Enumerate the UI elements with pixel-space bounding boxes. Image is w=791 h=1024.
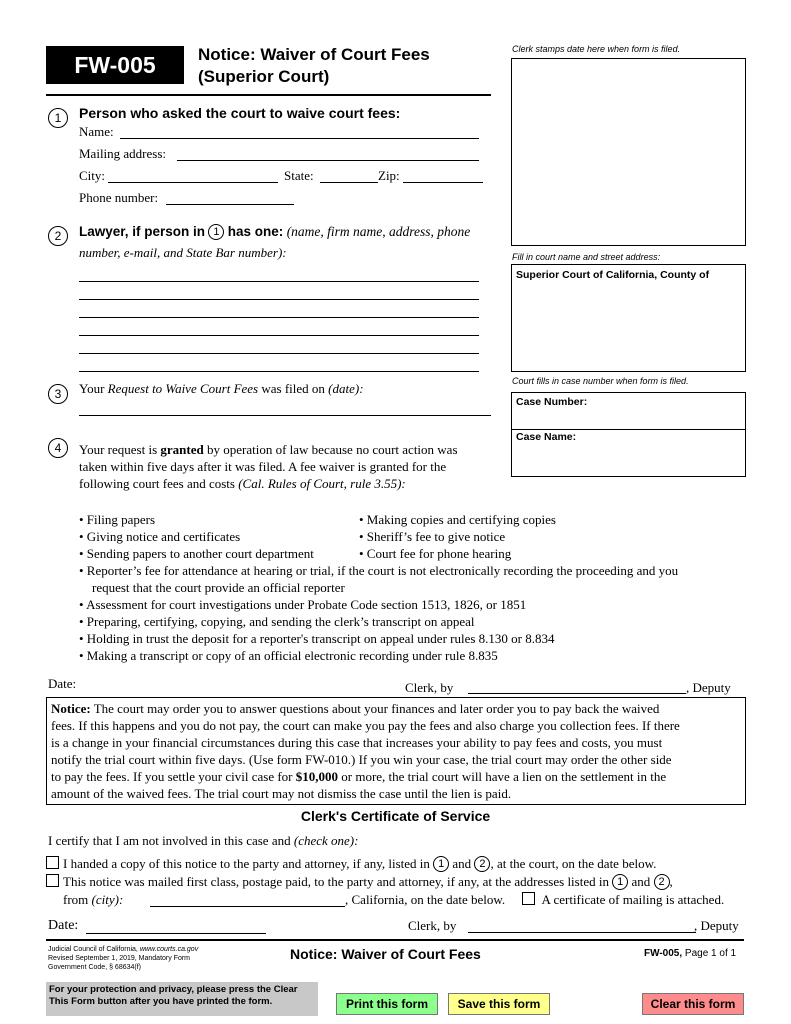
court-name-box[interactable] — [511, 264, 746, 372]
lawyer-line-5[interactable] — [79, 353, 479, 354]
section3-text — [79, 381, 364, 397]
handed-text-b: , at the court, on the date below. — [490, 856, 657, 871]
lawyer-line-3[interactable] — [79, 317, 479, 318]
and-text: and — [631, 874, 651, 889]
cert-clerk-signature-field[interactable] — [468, 932, 696, 933]
footer-org — [48, 945, 198, 972]
state-field[interactable] — [320, 182, 378, 183]
clerk-by-label: Clerk, by — [405, 680, 454, 695]
fee-item-reporter-cont: request that the court provide an official reporter — [92, 580, 345, 595]
certificate-option-mailed — [46, 874, 673, 890]
section3-text-italic: Request to Waive Court Fees — [107, 381, 259, 396]
item-ref-1: 1 — [208, 224, 224, 240]
name-field[interactable] — [120, 138, 479, 139]
section2-detail-b: number, e-mail, and State Bar number): — [79, 245, 287, 260]
footer-form-id: FW-005, — [644, 948, 683, 959]
footer-title: Notice: Waiver of Court Fees — [290, 946, 481, 962]
section4-line3 — [79, 476, 406, 492]
item-number-3: 3 — [48, 384, 68, 404]
notice-text: or more, the trial court will have a lien on the settlement in the — [341, 769, 667, 784]
form-id-badge: FW-005 — [46, 46, 184, 84]
section2-heading — [79, 224, 470, 240]
lawyer-line-6[interactable] — [79, 371, 479, 372]
mailed-text-b: , — [669, 874, 673, 889]
section4-line1 — [79, 442, 458, 458]
section1-heading: Person who asked the court to waive court fees: — [79, 105, 401, 121]
court-name-label: Fill in court name and street address: — [512, 252, 661, 262]
footer-page: Page 1 of 1 — [684, 948, 737, 959]
case-name-box[interactable] — [511, 428, 746, 477]
fee-item: • Preparing, certifying, copying, and sending the clerk’s transcript on appeal — [79, 614, 475, 629]
notice-line: fees. If this happens and you do not pay, the court can make you pay the fees and also charge you collection fees. If there — [51, 718, 680, 733]
fee-item: • Court fee for phone hearing — [359, 546, 512, 561]
clerk-stamp-box — [511, 58, 746, 246]
attached-text: A certificate of mailing is attached. — [541, 892, 725, 907]
attached-row — [522, 892, 724, 908]
case-number-label: Case Number: — [516, 396, 588, 408]
clear-form-button[interactable]: Clear this form — [642, 993, 744, 1015]
notice-text: to pay the fees. If you settle your civil case for — [51, 769, 293, 784]
section2-detail-a: (name, firm name, address, phone — [286, 224, 471, 239]
from-label: from — [63, 892, 89, 907]
notice-line — [51, 768, 680, 785]
certificate-option-handed — [46, 856, 656, 872]
item-ref-1: 1 — [612, 874, 628, 890]
section4-line3-italic: (Cal. Rules of Court, rule 3.55): — [238, 476, 406, 491]
lawyer-line-2[interactable] — [79, 299, 479, 300]
case-name-label: Case Name: — [516, 431, 577, 443]
filed-date-field[interactable] — [79, 415, 491, 416]
certificate-intro-italic: (check one): — [293, 833, 359, 848]
lawyer-line-1[interactable] — [79, 281, 479, 282]
form-title-line1: Notice: Waiver of Court Fees — [198, 45, 430, 64]
fee-item: • Sending papers to another court department — [79, 546, 314, 561]
zip-label: Zip: — [378, 168, 400, 183]
form-title — [198, 44, 430, 88]
notice-line — [51, 700, 680, 717]
certificate-intro-a: I certify that I am not involved in this case and — [48, 833, 291, 848]
item-number-1: 1 — [48, 108, 68, 128]
court-name-text: Superior Court of California, County of — [516, 269, 710, 281]
footer-org-line — [48, 945, 198, 954]
save-form-button[interactable]: Save this form — [448, 993, 550, 1015]
city-label: City: — [79, 168, 106, 183]
footer-rule — [46, 939, 744, 941]
mailed-checkbox[interactable] — [46, 874, 59, 887]
header-rule — [46, 94, 491, 96]
notice-box — [46, 697, 746, 805]
cert-date-field[interactable] — [86, 933, 266, 934]
item-number-2: 2 — [48, 226, 68, 246]
notice-label: Notice: — [51, 701, 91, 716]
section2-heading-a: Lawyer, if person in — [79, 224, 206, 239]
item-ref-1: 1 — [433, 856, 449, 872]
city-field[interactable] — [108, 182, 278, 183]
fee-item: • Giving notice and certificates — [79, 529, 241, 544]
cert-deputy-label: , Deputy — [694, 918, 739, 933]
clerk-stamp-label: Clerk stamps date here when form is filed. — [512, 44, 681, 54]
fee-item: • Holding in trust the deposit for a reporter's transcript on appeal under rules 8.130 or 8.834 — [79, 631, 555, 646]
case-number-box[interactable] — [511, 392, 746, 430]
fee-item: • Making a transcript or copy of an official electronic recording under rule 8.835 — [79, 648, 498, 663]
form-title-line2: (Superior Court) — [198, 67, 330, 86]
from-city-label: (city): — [91, 892, 124, 907]
print-form-button[interactable]: Print this form — [336, 993, 438, 1015]
from-city-row — [63, 892, 123, 908]
handed-text: I handed a copy of this notice to the party and attorney, if any, listed in — [63, 856, 430, 871]
name-label: Name: — [79, 124, 114, 139]
notice-amount: $10,000 — [295, 769, 338, 784]
state-label: State: — [284, 168, 314, 183]
mailed-text: This notice was mailed first class, postage paid, to the party and attorney, if any, at the addresses listed in — [63, 874, 609, 889]
zip-field[interactable] — [403, 182, 483, 183]
cert-clerk-by-label: Clerk, by — [408, 918, 457, 933]
privacy-note: For your protection and privacy, please press the Clear This Form button after you have printed the form. — [46, 982, 318, 1016]
footer-revised: Revised September 1, 2019, Mandatory Form — [48, 955, 191, 962]
phone-label: Phone number: — [79, 190, 159, 205]
fee-item: • Making copies and certifying copies — [359, 512, 556, 527]
section2-heading-b: has one: — [227, 224, 284, 239]
section4-line1-a: Your request is — [79, 442, 158, 457]
section4-line1-b: by operation of law because no court action was — [206, 442, 458, 457]
section4-line2: taken within five days after it was filed. A fee waiver is granted for the — [79, 459, 447, 474]
item-ref-2: 2 — [654, 874, 670, 890]
fee-item: • Sheriff’s fee to give notice — [359, 529, 506, 544]
section3-text-b: was filed on — [261, 381, 325, 396]
attached-checkbox[interactable] — [522, 892, 535, 905]
notice-line: amount of the waived fees. The trial court may not dismiss the case until the lien is paid. — [51, 786, 512, 801]
handed-checkbox[interactable] — [46, 856, 59, 869]
notice-line: notify the trial court within five days. (Use form FW-010.) If you win your case, the trial court may order the other side — [51, 752, 672, 767]
case-label: Court fills in case number when form is filed. — [512, 376, 689, 386]
footer-org-url: www.courts.ca.gov — [139, 946, 199, 953]
certificate-intro — [48, 833, 358, 849]
date-label: Date: — [48, 676, 77, 691]
footer-page-info — [644, 948, 736, 959]
and-text: and — [452, 856, 472, 871]
section4-line3-a: following court fees and costs — [79, 476, 235, 491]
clerk-signature-field[interactable] — [468, 693, 686, 694]
section4-line1-bold: granted — [160, 442, 204, 457]
mailing-address-label: Mailing address: — [79, 146, 167, 161]
phone-field[interactable] — [166, 204, 294, 205]
fee-item: • Assessment for court investigations under Probate Code section 1513, 1826, or 1851 — [79, 597, 527, 612]
notice-text: The court may order you to answer questions about your finances and later order you to pay back the waived — [93, 701, 660, 716]
lawyer-line-4[interactable] — [79, 335, 479, 336]
item-number-4: 4 — [48, 438, 68, 458]
footer-code: Government Code, § 68634(f) — [48, 964, 141, 971]
footer-org-name: Judicial Council of California, — [48, 946, 138, 953]
california-text: , California, on the date below. — [345, 892, 506, 907]
certificate-heading: Clerk's Certificate of Service — [300, 808, 491, 824]
deputy-label: , Deputy — [686, 680, 731, 695]
cert-date-label: Date: — [48, 918, 79, 933]
from-city-field[interactable] — [150, 906, 345, 907]
fee-item: • Filing papers — [79, 512, 156, 527]
item-ref-2: 2 — [474, 856, 490, 872]
mailing-address-field[interactable] — [177, 160, 479, 161]
notice-line: is a change in your financial circumstances during this case that increases your ability to pay fees and costs, you must — [51, 735, 663, 750]
fee-item-reporter: • Reporter’s fee for attendance at hearing or trial, if the court is not electronically recording the proceeding and you — [79, 563, 679, 578]
section3-text-date: (date): — [328, 381, 364, 396]
section3-text-a: Your — [79, 381, 105, 396]
